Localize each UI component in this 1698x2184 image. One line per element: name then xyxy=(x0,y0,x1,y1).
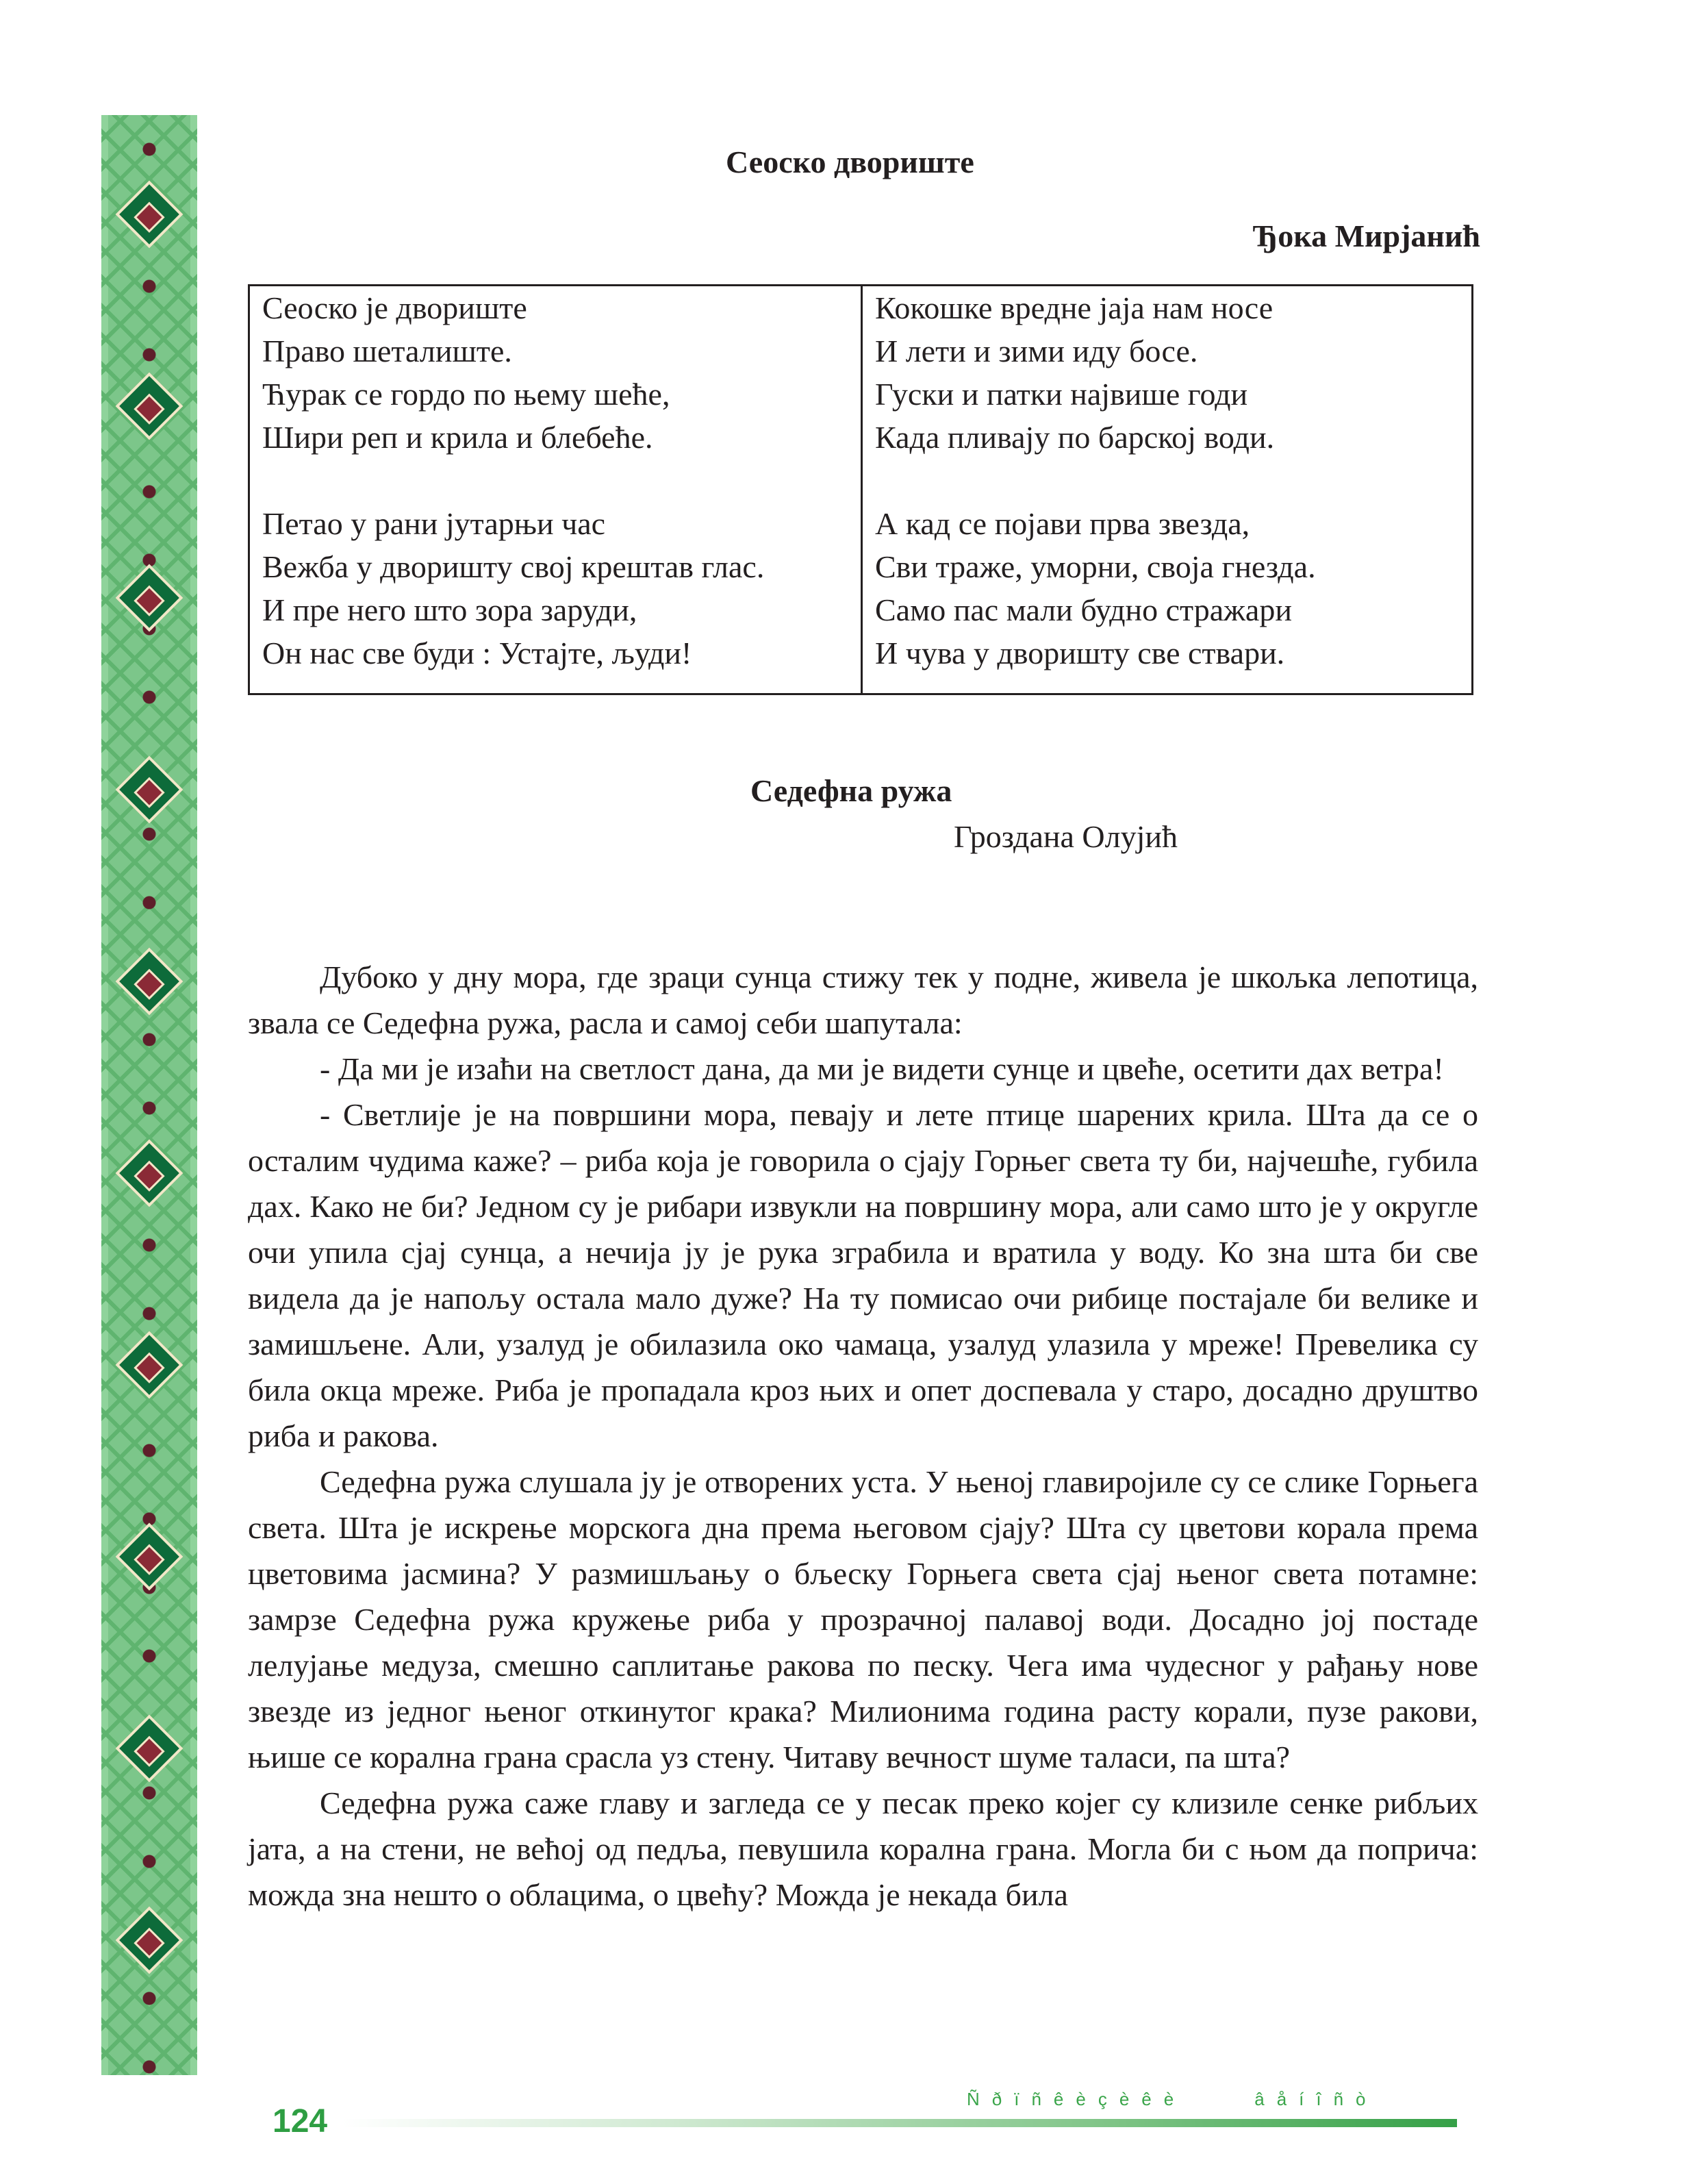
story-paragraph: Седефна ружа саже главу и загледа се у песак преко којег су клизиле сенке рибљих јата, а на стени, не већој од педља, певушила коралнa грана. Могла би с њом да поприча: можда зна нешто о облацима, о цвећу? Можда је некада била xyxy=(248,1785,1478,1912)
poem-line: А кад се појави прва звезда, xyxy=(875,506,1250,541)
poem-stanza xyxy=(875,502,1471,675)
footer-rule xyxy=(342,2119,1457,2127)
running-footer xyxy=(967,2089,1378,2110)
poem-line: И пре него што зора заруди, xyxy=(262,592,637,627)
ornament-diamond xyxy=(116,948,183,1016)
page-number: 124 xyxy=(273,2103,328,2139)
ornament-diamond xyxy=(116,1140,183,1207)
ornament-diamond xyxy=(116,1523,183,1591)
poem-line: Он нас све буди : Устајте, људи! xyxy=(262,636,692,670)
poem-stanza xyxy=(262,286,861,459)
story-paragraph: Седефна ружа слушала ју је отворених уста. У њеној главиројиле су се слике Горњега света. Шта је искрење морскога дна према његовом сјају? Шта су цветови корала према цветовима јасмина? У размишљању о бљеску Горњега света сјај њеног света потамне: замрзе Седефна ружа кружење риба у прозрачној палавој води. Досадно јој постаде лелујање медуза, смешно саплитање ракова по песку. Чега има чудесног у рађању нове звезде из једног њеног откинутог крака? Милионима година расту корали, пузе ракови, њише се корална грана срасла уз стену. Читаву вечност шуме таласи, па шта? xyxy=(248,1464,1478,1774)
poem-column-left xyxy=(250,286,861,693)
poem-line: Право шеталиште. xyxy=(262,334,512,368)
poem-line: И чува у дворишту све ствари. xyxy=(875,636,1285,670)
decorative-border xyxy=(101,115,197,2075)
poem-line: Када пливају по барској води. xyxy=(875,420,1275,455)
story-body xyxy=(248,954,1478,1918)
poem-line: Петао у рани јутарњи час xyxy=(262,506,606,541)
story-paragraph: - Да ми је изаћи на светлост дана, да ми је видети сунце и цвеће, осетити дах ветра! xyxy=(320,1051,1444,1086)
ornament-diamond xyxy=(116,181,183,249)
poem-line: Кокошке вредне јаја нам носе xyxy=(875,290,1274,325)
running-footer-right: âåíîñò xyxy=(1254,2089,1378,2109)
poem-stanza xyxy=(262,502,861,675)
poem-line: И лети и зими иду босе. xyxy=(875,334,1198,368)
poem-line: Сви траже, уморни, своја гнезда. xyxy=(875,549,1316,584)
poem-line: Гуски и патки највише годи xyxy=(875,377,1248,412)
ornament-diamond xyxy=(116,564,183,632)
story-title: Седефна ружа xyxy=(750,773,952,808)
poem-line: Вежба у дворишту свој крештав глас. xyxy=(262,549,765,584)
ornament-diamond xyxy=(116,1715,183,1783)
poem-title: Сеоско двориште xyxy=(726,145,974,179)
story-paragraph: - Светлије је на површини мора, певају и лете птице шарених крила. Шта да се о осталим чудима каже? – риба која је говорила о сјају Горњег света ту би, најчешће, губила дах. Како не би? Једном су је рибари извукли на површину мора, али само што је у округле очи упила сјај сунца, а нечија ју је рука зграбила и вратила у воду. Ко зна шта би све видела да је напољу остала мало дуже? На ту помисао очи рибице постајале би велике и замишљене. Али, узалуд је обилазила око чамаца, узалуд улазила у мреже! Превелика су била окца мреже. Риба је пропадала кроз њих и опет доспевала у старо, досадно друштво риба и ракова. xyxy=(248,1097,1478,1453)
ornament-diamond xyxy=(116,756,183,824)
ornament-diamond xyxy=(116,1331,183,1399)
poem-column-right xyxy=(861,286,1471,693)
poem-line: Шири реп и крила и блебеће. xyxy=(262,420,653,455)
poem-line: Сеоско је двориште xyxy=(262,290,527,325)
running-footer-left: Ñðïñêèçèêè xyxy=(967,2089,1187,2109)
poem-line: Ћурак се гордо по њему шеће, xyxy=(262,377,670,412)
ornament-diamond xyxy=(116,373,183,440)
poem-author: Ђока Мирјанић xyxy=(1252,218,1480,253)
poem-line: Само пас мали будно стражари xyxy=(875,592,1292,627)
ornament-diamond xyxy=(116,1907,183,1974)
story-author: Гроздана Олујић xyxy=(954,819,1178,854)
story-paragraph: Дубоко у дну мора, где зраци сунца стижу тек у подне, живела је шкољка лепотица, звала се Седефна ружа, расла и самој себи шапутала: xyxy=(248,959,1478,1040)
poem-box xyxy=(248,284,1473,695)
poem-stanza xyxy=(875,286,1471,459)
